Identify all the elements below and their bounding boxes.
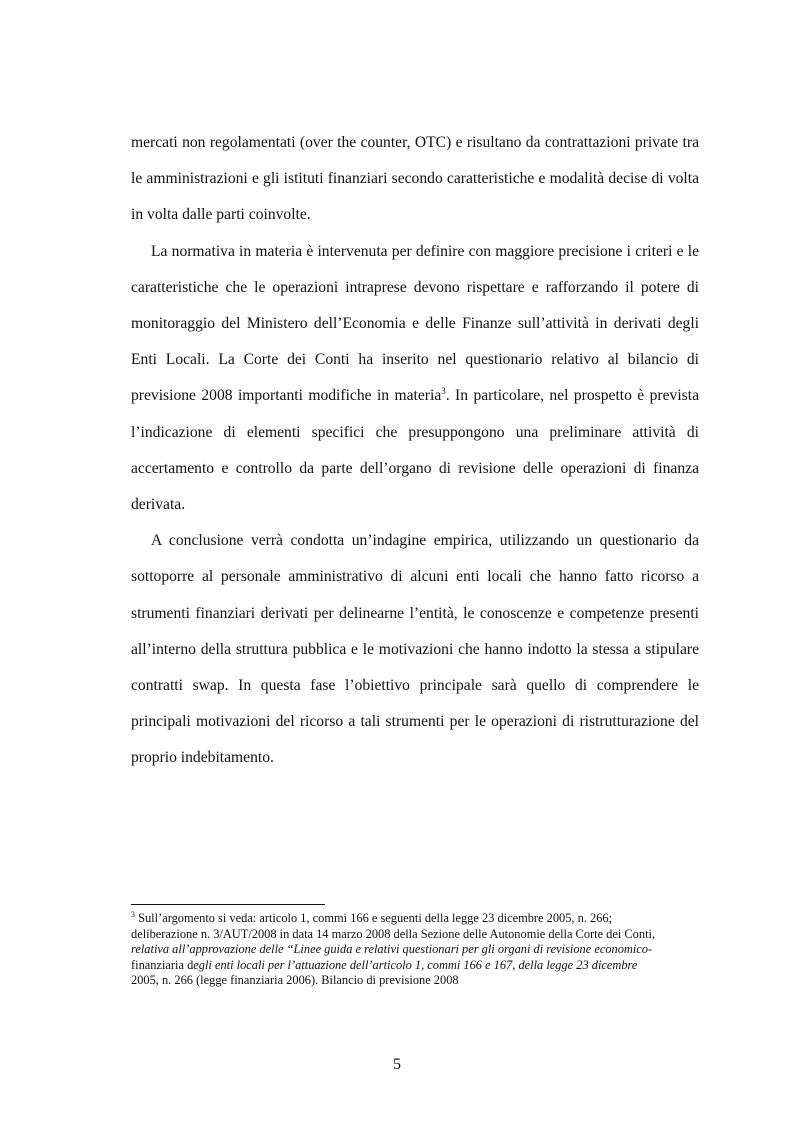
footnote-line-4-italic: egli enti locali per l’attuazione dell’articolo 1, commi 166 e 167, della legge 23 dicembre bbox=[193, 957, 638, 972]
footnote-line-1 bbox=[131, 911, 699, 927]
paragraph-2-text-a: La normativa in materia è intervenuta per definire con maggiore precisione i criteri e le caratteristiche che le operazioni intraprese devono rispettare e rafforzando il potere di monitoraggio del Ministero dell’Economia e delle Finanze sull’attività in derivati degli Enti Locali. La Corte dei Conti ha inserito nel questionario relativo al bilancio di previsione 2008 importanti modifiche in materia bbox=[131, 242, 699, 405]
footnote-line-5: 2005, n. 266 (legge finanziaria 2006). Bilancio di previsione 2008 bbox=[131, 973, 459, 988]
footnote-separator bbox=[131, 904, 325, 905]
footnote-line-1-text: Sull’argomento si veda: articolo 1, commi 166 e seguenti della legge 23 dicembre 2005, n. 266; bbox=[135, 911, 613, 925]
footnote-number: 3 bbox=[131, 909, 135, 919]
footnote-line-3 bbox=[131, 942, 699, 958]
paragraph-2-text-b: . In particolare, nel prospetto è prevista l’indicazione di elementi specifici che presuppongono una preliminare attività di accertamento e controllo da parte dell’organo di revisione delle operazioni di finanza derivata. bbox=[131, 387, 700, 514]
paragraph-3 bbox=[131, 523, 699, 776]
footnote-line-3-italic: relativa all’approvazione delle “Linee guida e relativi questionari per gli organi di revisione economico- bbox=[131, 942, 653, 957]
footnote-line-4 bbox=[131, 958, 699, 974]
paragraph-3-text: A conclusione verrà condotta un’indagine empirica, utilizzando un questionario da sottoporre al personale amministrativo di alcuni enti locali che hanno fatto ricorso a strumenti finanziari derivati per delinearne l’entità, le conoscenze e competenze presenti all’interno della struttura pubblica e le motivazioni che hanno indotto la stessa a stipulare contratti swap. In questa fase l’obiettivo principale sarà quello di comprendere le principali motivazioni del ricorso a tali strumenti per le operazioni di ristrutturazione del proprio indebitamento. bbox=[131, 532, 699, 767]
paragraph-1 bbox=[131, 125, 699, 234]
paragraph-1-text: mercati non regolamentati (over the counter, OTC) e risultano da contrattazioni private tra le amministrazioni e gli istituti finanziari secondo caratteristiche e modalità decise di volta in volta dalle parti coinvolte. bbox=[131, 134, 699, 224]
page-number: 5 bbox=[393, 1056, 401, 1073]
body-text bbox=[131, 125, 699, 777]
footnote bbox=[131, 911, 699, 989]
footnote-line-4-plain: finanziaria d bbox=[131, 957, 194, 972]
footnote-line-2: deliberazione n. 3/AUT/2008 in data 14 marzo 2008 della Sezione delle Autonomie della Corte dei Conti, bbox=[131, 926, 656, 941]
paragraph-2 bbox=[131, 234, 699, 524]
footnote-reference[interactable]: 3 bbox=[441, 386, 446, 397]
